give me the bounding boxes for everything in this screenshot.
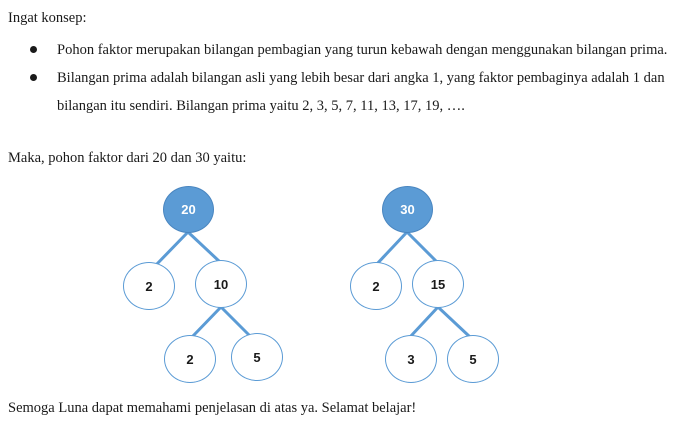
connector-line — [192, 307, 221, 337]
connector-line — [188, 232, 220, 262]
concept-list — [0, 36, 690, 120]
concept-text: Pohon faktor merupakan bilangan pembagian yang turun kebawah dengan menggunakan bilangan prima. — [57, 42, 668, 58]
tree-node: 10 — [195, 260, 247, 308]
tree-node: 5 — [447, 335, 499, 383]
intro-text: Ingat konsep: — [8, 10, 87, 26]
bullet-icon — [30, 46, 37, 53]
concept-item — [0, 64, 690, 120]
tree-node-root: 20 — [163, 186, 214, 233]
tree-node: 3 — [385, 335, 437, 383]
connector-line — [410, 307, 438, 337]
connector-line — [407, 232, 437, 262]
closing-text: Semoga Luna dapat memahami penjelasan di atas ya. Selamat belajar! — [8, 400, 417, 416]
tree-node: 15 — [412, 260, 464, 308]
tree-node: 2 — [123, 262, 175, 310]
lead-text: Maka, pohon faktor dari 20 dan 30 yaitu: — [8, 150, 247, 166]
connector-line — [375, 232, 407, 266]
concept-text: Bilangan prima adalah bilangan asli yang lebih besar dari angka 1, yang faktor pembaginya adalah 1 dan bilangan itu sendiri. Bilangan prima yaitu 2, 3, 5, 7, 11, 13, 17, 19, …. — [57, 70, 665, 114]
bullet-icon — [30, 74, 37, 81]
concept-item — [0, 36, 690, 64]
connector-line — [438, 307, 470, 337]
tree-node: 2 — [350, 262, 402, 310]
tree-node-root: 30 — [382, 186, 433, 233]
tree-node: 2 — [164, 335, 216, 383]
connector-line — [155, 232, 188, 266]
connector-line — [221, 307, 251, 337]
tree-node: 5 — [231, 333, 283, 381]
